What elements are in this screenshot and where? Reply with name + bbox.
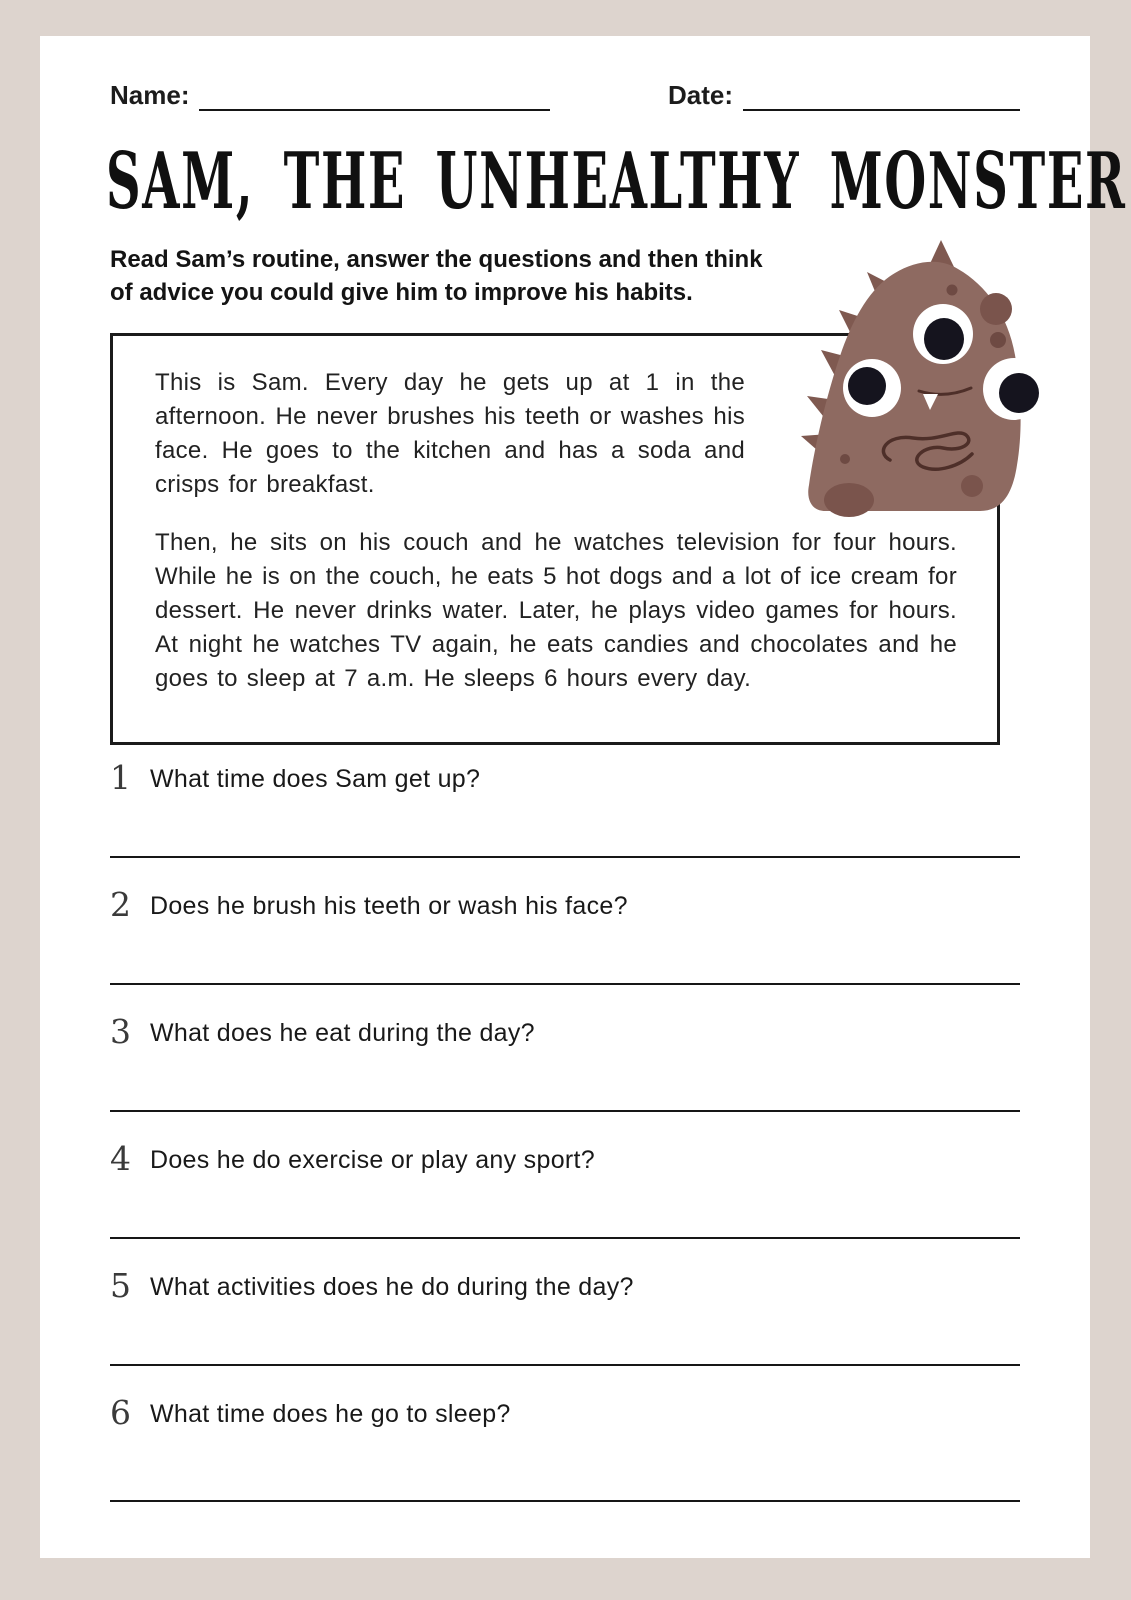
question-text: What time does he go to sleep? — [150, 1400, 511, 1428]
date-label: Date: — [668, 80, 734, 110]
worksheet-page — [40, 36, 1127, 1558]
passage-paragraph-2: Then, he sits on his couch and he watches television for four hours. While he is on the couch, he eats 5 hot dogs and a lot of ice cream for dessert. He never drinks water. Later, he plays video games for hours. At night he watches TV again, he eats candies and chocolates and he goes to sleep at 7 a.m. He sleeps 6 hours every day. — [155, 529, 957, 692]
question-item-1 — [110, 758, 1020, 888]
question-number: 6 — [110, 1393, 131, 1432]
answer-line-4[interactable] — [110, 1237, 1020, 1239]
answer-line-3[interactable] — [110, 1110, 1020, 1112]
header-row — [110, 75, 1020, 111]
answer-line-1[interactable] — [110, 856, 1020, 858]
name-label: Name: — [110, 80, 190, 110]
name-input-line[interactable] — [199, 79, 550, 111]
reading-passage-box — [110, 333, 1000, 745]
date-field — [668, 75, 1020, 111]
question-item-4 — [110, 1139, 1020, 1269]
name-field — [110, 75, 550, 111]
date-input-line[interactable] — [743, 79, 1020, 111]
question-text: What time does Sam get up? — [150, 765, 481, 793]
question-number: 2 — [110, 885, 131, 924]
answer-line-2[interactable] — [110, 983, 1020, 985]
passage-paragraph-1: This is Sam. Every day he gets up at 1 in the afternoon. He never brushes his teeth or washes his face. He goes to the kitchen and has a soda and crisps for breakfast. — [155, 369, 745, 498]
question-number: 5 — [110, 1266, 131, 1305]
question-text: What does he eat during the day? — [150, 1019, 535, 1047]
question-item-5 — [110, 1266, 1020, 1396]
question-number: 3 — [110, 1012, 131, 1051]
question-item-2 — [110, 885, 1020, 1015]
instructions-text: Read Sam’s routine, answer the questions and then think of advice you could give him to improve his habits. — [110, 246, 763, 306]
question-number: 1 — [110, 758, 131, 797]
questions-section — [110, 758, 1020, 1523]
question-number: 4 — [110, 1139, 131, 1178]
question-item-3 — [110, 1012, 1020, 1142]
question-text: Does he brush his teeth or wash his face? — [150, 892, 628, 920]
question-item-6 — [110, 1393, 1020, 1523]
worksheet-title: SAM, THE UNHEALTHY MONSTER — [106, 136, 1127, 228]
question-text: What activities does he do during the day? — [150, 1273, 634, 1301]
question-text: Does he do exercise or play any sport? — [150, 1146, 595, 1174]
answer-line-5[interactable] — [110, 1364, 1020, 1366]
answer-line-6[interactable] — [110, 1500, 1020, 1502]
